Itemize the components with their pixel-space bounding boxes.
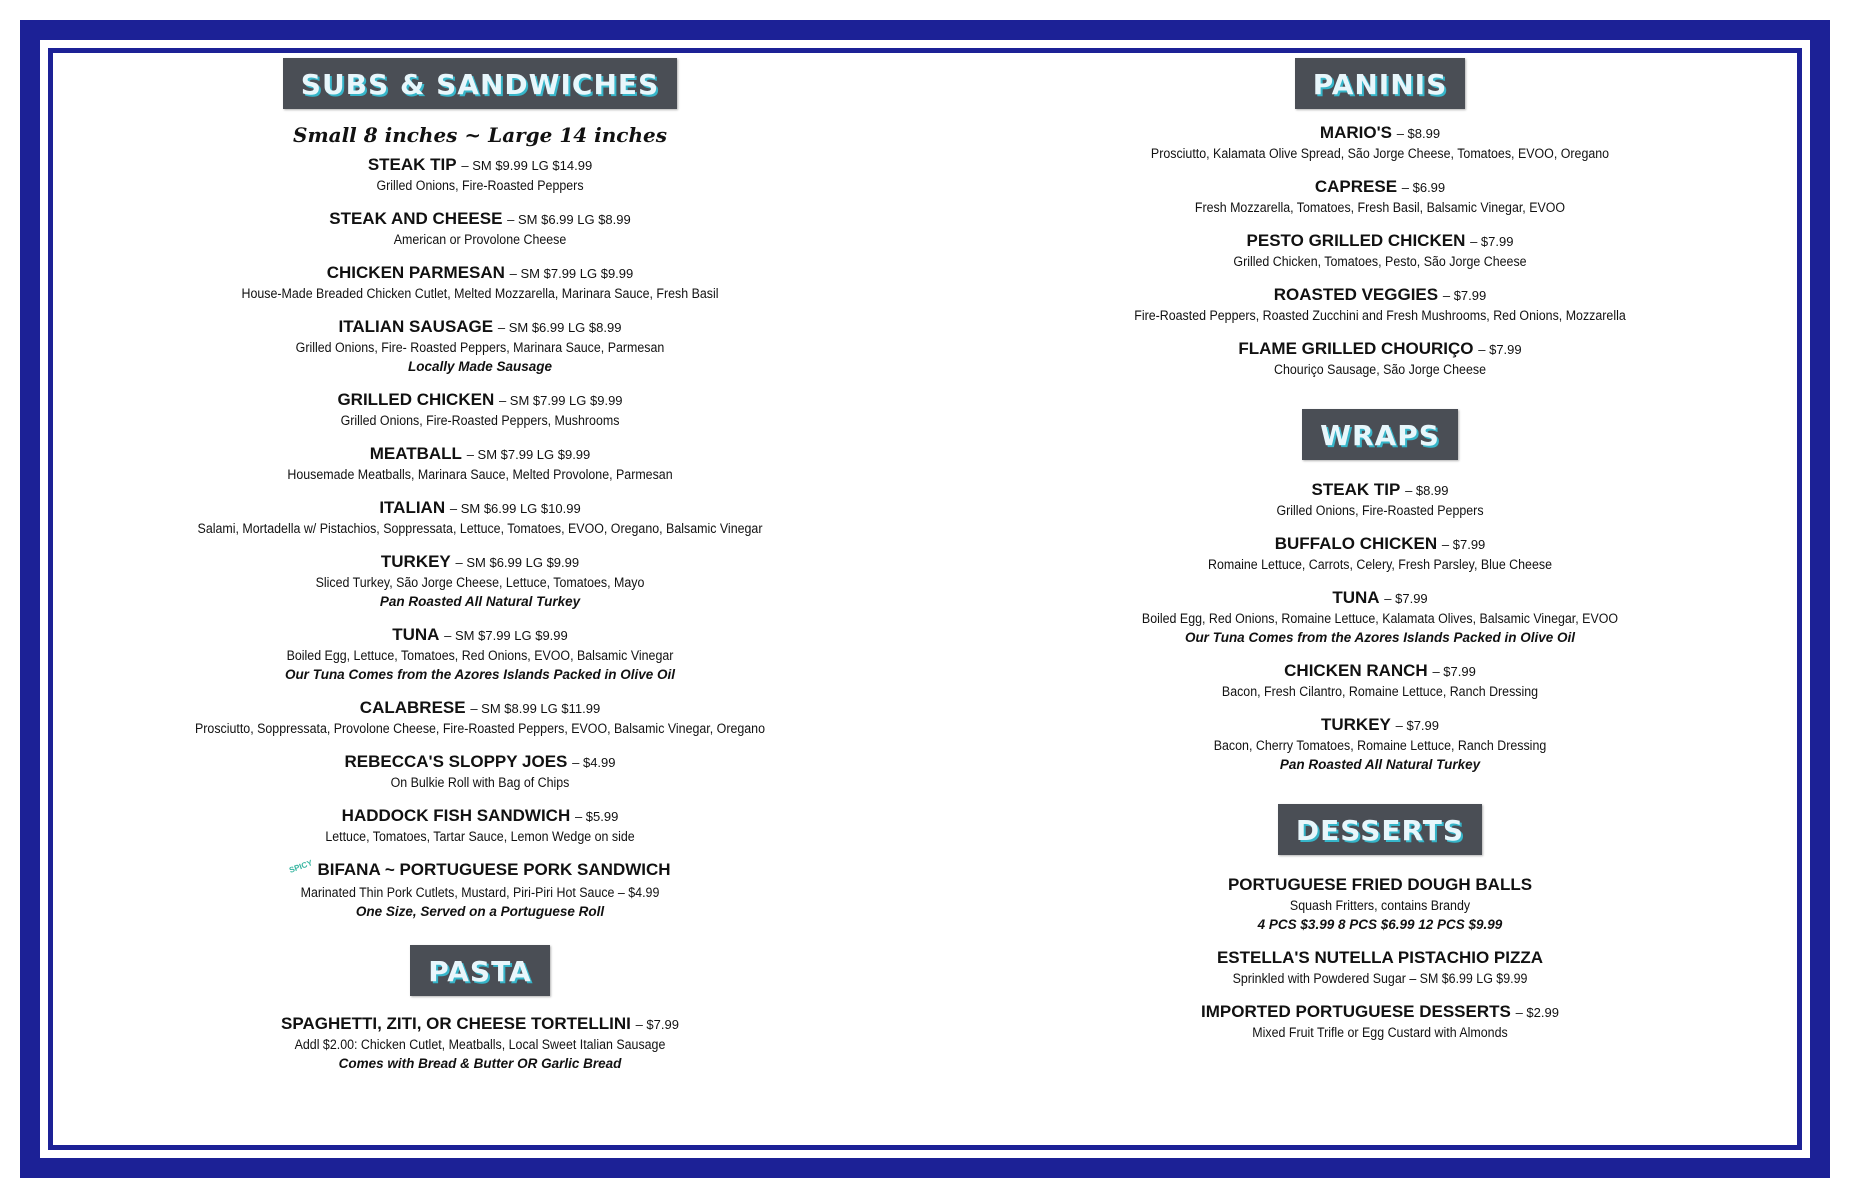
menu-item xyxy=(1020,1002,1740,1042)
pasta-heading: PASTA xyxy=(410,945,549,996)
menu-item xyxy=(1020,480,1740,520)
item-name: MEATBALL xyxy=(369,444,462,463)
spicy-badge: SPICY xyxy=(288,858,315,875)
item-name: TUNA xyxy=(1332,588,1380,607)
item-name: STEAK TIP xyxy=(1311,480,1401,499)
menu-item xyxy=(1020,231,1740,271)
item-name: CAPRESE xyxy=(1314,177,1398,196)
item-desc: Prosciutto, Kalamata Olive Spread, São Jorge Cheese, Tomatoes, EVOO, Oregano xyxy=(1150,146,1610,161)
item-name: MARIO'S xyxy=(1319,123,1392,142)
desserts-list xyxy=(1020,875,1740,1042)
item-price: – SM $6.99 LG $8.99 xyxy=(497,320,622,335)
item-desc: Grilled Onions, Fire-Roasted Peppers xyxy=(376,178,584,193)
menu-item xyxy=(1020,534,1740,574)
menu-item xyxy=(110,806,850,846)
item-price: – $6.99 xyxy=(1401,180,1446,195)
item-desc: On Bulkie Roll with Bag of Chips xyxy=(390,775,570,790)
item-name: CHICKEN RANCH xyxy=(1284,661,1428,680)
menu-item xyxy=(110,317,850,376)
item-price: – SM $7.99 LG $9.99 xyxy=(444,628,568,643)
item-desc: Lettuce, Tomatoes, Tartar Sauce, Lemon Wedge on side xyxy=(325,829,635,844)
item-price: – SM $8.99 LG $11.99 xyxy=(470,701,601,716)
item-desc: Grilled Onions, Fire-Roasted Peppers, Mushrooms xyxy=(340,413,620,428)
item-desc: Grilled Onions, Fire- Roasted Peppers, Marinara Sauce, Parmesan xyxy=(295,340,665,355)
item-name: HADDOCK FISH SANDWICH xyxy=(341,806,571,825)
item-desc: Fire-Roasted Peppers, Roasted Zucchini and Fresh Mushrooms, Red Onions, Mozzarella xyxy=(1134,308,1626,323)
desserts-heading: DESSERTS xyxy=(1278,804,1482,855)
menu-item xyxy=(110,698,850,738)
size-info: Small 8 inches ~ Large 14 inches xyxy=(293,123,667,147)
menu-item xyxy=(1020,339,1740,379)
item-price: – $7.99 xyxy=(1470,234,1514,249)
item-name: CALABRESE xyxy=(359,698,466,717)
subs-list xyxy=(110,155,850,846)
item-price: – $8.99 xyxy=(1396,126,1441,141)
wraps-heading: WRAPS xyxy=(1302,409,1458,460)
item-desc: Sliced Turkey, São Jorge Cheese, Lettuce, Tomatoes, Mayo xyxy=(315,575,645,590)
paninis-list xyxy=(1020,123,1740,379)
item-name: BIFANA ~ PORTUGUESE PORK SANDWICH xyxy=(317,860,671,879)
item-price: – $8.99 xyxy=(1405,483,1449,498)
item-price: – SM $6.99 LG $8.99 xyxy=(507,212,631,227)
menu-item xyxy=(110,552,850,611)
item-price: – $7.99 xyxy=(1432,664,1476,679)
menu-item xyxy=(110,390,850,430)
item-price: – $7.99 xyxy=(1478,342,1522,357)
pasta-item xyxy=(110,1014,850,1073)
item-name: ESTELLA'S NUTELLA PISTACHIO PIZZA xyxy=(1216,948,1544,967)
item-desc: Bacon, Cherry Tomatoes, Romaine Lettuce, Ranch Dressing xyxy=(1213,738,1547,753)
item-price: – SM $7.99 LG $9.99 xyxy=(509,266,634,281)
item-price: – $2.99 xyxy=(1515,1005,1559,1020)
item-desc: Romaine Lettuce, Carrots, Celery, Fresh Parsley, Blue Cheese xyxy=(1207,557,1552,572)
menu-item xyxy=(110,498,850,538)
item-note: Pan Roasted All Natural Turkey xyxy=(379,594,581,609)
item-price: – SM $6.99 LG $10.99 xyxy=(449,501,581,516)
menu-item xyxy=(110,155,850,195)
menu-item xyxy=(1020,875,1740,934)
menu-item xyxy=(110,444,850,484)
item-name: IMPORTED PORTUGUESE DESSERTS xyxy=(1201,1002,1511,1021)
item-desc: Addl $2.00: Chicken Cutlet, Meatballs, Local Sweet Italian Sausage xyxy=(294,1037,666,1052)
item-name: BUFFALO CHICKEN xyxy=(1274,534,1438,553)
item-desc: Grilled Onions, Fire-Roasted Peppers xyxy=(1276,503,1484,518)
item-note: Locally Made Sausage xyxy=(407,359,553,374)
menu-item xyxy=(110,752,850,792)
item-name: FLAME GRILLED CHOURIÇO xyxy=(1238,339,1474,358)
menu-item xyxy=(1020,285,1740,325)
item-name: ITALIAN SAUSAGE xyxy=(338,317,494,336)
item-desc: Chouriço Sausage, São Jorge Cheese xyxy=(1274,362,1486,377)
left-column xyxy=(110,58,850,1087)
item-name: ITALIAN xyxy=(379,498,446,517)
item-desc: Squash Fritters, contains Brandy xyxy=(1289,898,1471,913)
item-price: – $5.99 xyxy=(574,809,619,824)
menu-item xyxy=(1020,948,1740,988)
item-note: One Size, Served on a Portuguese Roll xyxy=(355,904,605,919)
item-desc: Housemade Meatballs, Marinara Sauce, Melted Provolone, Parmesan xyxy=(287,467,673,482)
menu-item xyxy=(110,625,850,684)
item-name: ROASTED VEGGIES xyxy=(1273,285,1439,304)
item-desc: American or Provolone Cheese xyxy=(393,232,567,247)
item-price: – SM $7.99 LG $9.99 xyxy=(466,447,591,462)
item-note: Our Tuna Comes from the Azores Islands Packed in Olive Oil xyxy=(1184,630,1576,645)
item-name: STEAK AND CHEESE xyxy=(329,209,503,228)
menu-item xyxy=(1020,123,1740,163)
item-price: – $7.99 xyxy=(1395,718,1439,733)
subs-heading: SUBS & SANDWICHES xyxy=(283,58,677,109)
item-note: Pan Roasted All Natural Turkey xyxy=(1279,757,1481,772)
menu-item xyxy=(110,263,850,303)
item-note: Our Tuna Comes from the Azores Islands Packed in Olive Oil xyxy=(284,667,676,682)
item-desc: Mixed Fruit Trifle or Egg Custard with Almonds xyxy=(1252,1025,1508,1040)
item-desc: Fresh Mozzarella, Tomatoes, Fresh Basil, Balsamic Vinegar, EVOO xyxy=(1194,200,1566,215)
item-price: – $7.99 xyxy=(635,1017,679,1032)
item-name: TUNA xyxy=(392,625,440,644)
menu-item xyxy=(110,209,850,249)
item-name: PORTUGUESE FRIED DOUGH BALLS xyxy=(1227,875,1533,894)
item-name: STEAK TIP xyxy=(367,155,457,174)
item-price: – $7.99 xyxy=(1442,288,1487,303)
item-price: – SM $7.99 LG $9.99 xyxy=(498,393,623,408)
item-name: SPAGHETTI, ZITI, OR CHEESE TORTELLINI xyxy=(281,1014,631,1033)
item-desc: House-Made Breaded Chicken Cutlet, Melted Mozzarella, Marinara Sauce, Fresh Basil xyxy=(241,286,719,301)
item-name: REBECCA'S SLOPPY JOES xyxy=(344,752,568,771)
item-price: – $7.99 xyxy=(1441,537,1486,552)
menu-item xyxy=(1020,177,1740,217)
item-note: Comes with Bread & Butter OR Garlic Bread xyxy=(338,1056,622,1071)
item-note: 4 PCS $3.99 8 PCS $6.99 12 PCS $9.99 xyxy=(1257,917,1503,932)
item-price: – $7.99 xyxy=(1384,591,1428,606)
item-price: – SM $6.99 LG $9.99 xyxy=(455,555,580,570)
paninis-heading: PANINIS xyxy=(1295,58,1466,109)
item-name: GRILLED CHICKEN xyxy=(337,390,495,409)
item-price: – SM $9.99 LG $14.99 xyxy=(461,158,593,173)
menu-item xyxy=(1020,588,1740,647)
item-desc: Marinated Thin Pork Cutlets, Mustard, Piri-Piri Hot Sauce – $4.99 xyxy=(300,885,660,900)
item-desc: Salami, Mortadella w/ Pistachios, Soppressata, Lettuce, Tomatoes, EVOO, Oregano, Balsamic Vinegar xyxy=(197,521,763,536)
item-price: – $4.99 xyxy=(572,755,616,770)
item-desc: Bacon, Fresh Cilantro, Romaine Lettuce, Ranch Dressing xyxy=(1221,684,1539,699)
item-desc: Boiled Egg, Lettuce, Tomatoes, Red Onions, EVOO, Balsamic Vinegar xyxy=(286,648,674,663)
bifana-item xyxy=(110,860,850,921)
wraps-list xyxy=(1020,480,1740,774)
menu-item xyxy=(1020,715,1740,774)
item-desc: Boiled Egg, Red Onions, Romaine Lettuce, Kalamata Olives, Balsamic Vinegar, EVOO xyxy=(1141,611,1619,626)
item-name: TURKEY xyxy=(1320,715,1391,734)
right-column xyxy=(1020,58,1740,1056)
menu-item xyxy=(1020,661,1740,701)
item-name: PESTO GRILLED CHICKEN xyxy=(1246,231,1466,250)
item-name: TURKEY xyxy=(380,552,451,571)
item-desc: Grilled Chicken, Tomatoes, Pesto, São Jorge Cheese xyxy=(1233,254,1527,269)
item-name: CHICKEN PARMESAN xyxy=(326,263,505,282)
item-desc: Prosciutto, Soppressata, Provolone Cheese, Fire-Roasted Peppers, EVOO, Balsamic Vinegar, Oregano xyxy=(194,721,765,736)
item-desc: Sprinkled with Powdered Sugar – SM $6.99 LG $9.99 xyxy=(1232,971,1528,986)
